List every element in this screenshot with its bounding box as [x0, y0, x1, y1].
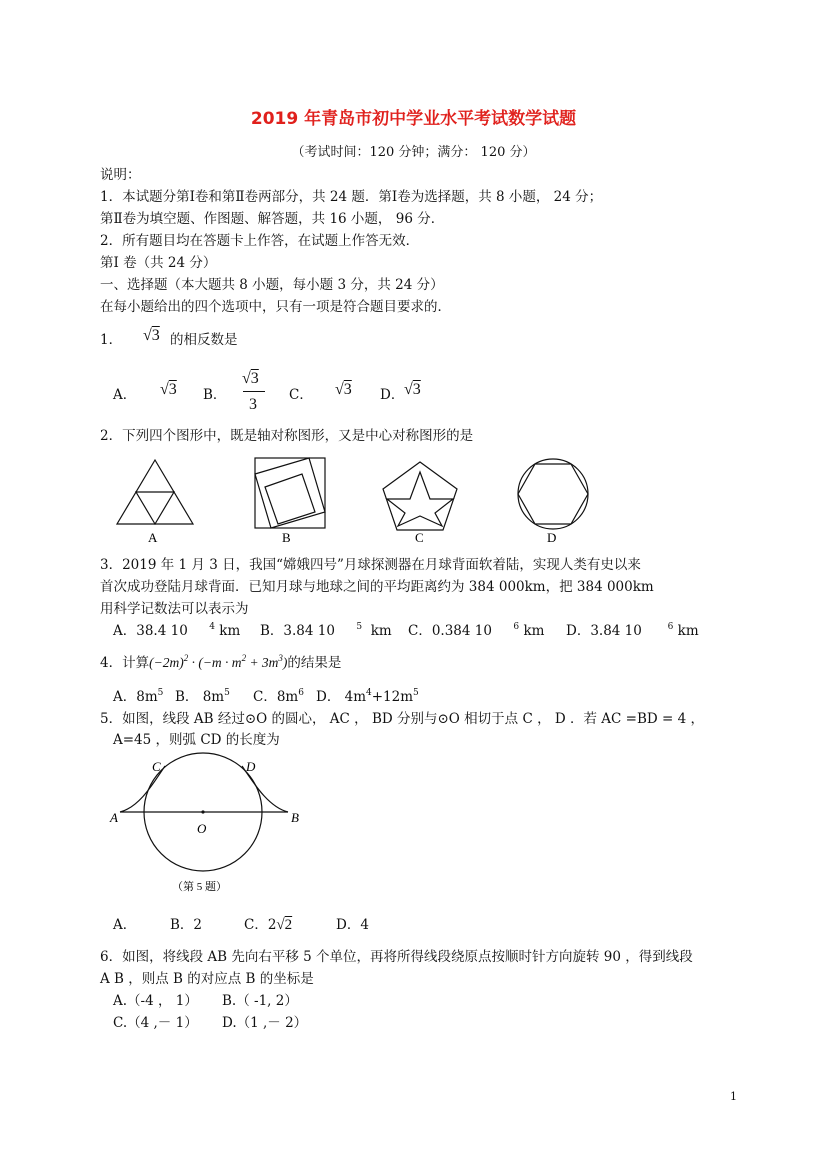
- q1-option-d-label: D．: [380, 387, 405, 403]
- instructions-line-1: 1．本试题分第Ⅰ卷和第Ⅱ卷两部分，共 24 题．第Ⅰ卷为选择题，共 8 小题， 24 分；: [100, 189, 603, 205]
- q3-option-c: C．0.384 10 $^6$ km: [408, 622, 545, 639]
- label-b: B: [291, 810, 299, 825]
- label-c: C: [152, 759, 161, 774]
- label-d: D: [246, 759, 256, 774]
- q1-option-b-numerator: √3: [242, 370, 259, 387]
- q1-option-c-label: C．: [289, 387, 313, 403]
- figure-d-hexagon-circle: [518, 459, 588, 529]
- q6-option-d: D.（1 ,－ 2）: [222, 1015, 308, 1031]
- figure-d-label: D: [547, 530, 557, 545]
- instructions-line-2: 第Ⅱ卷为填空题、作图题、解答题，共 16 小题， 96 分．: [100, 211, 445, 227]
- q5-option-b: B．2: [170, 917, 203, 933]
- q1-option-b-denominator: 3: [249, 396, 257, 413]
- exam-info: （考试时间：120 分钟；满分： 120 分）: [291, 145, 536, 160]
- q5-line-1: 5．如图，线段 AB 经过⊙O 的圆心， AC ， BD 分别与⊙O 相切于点 C ， D ．若 AC =BD = 4 ，: [100, 711, 704, 727]
- figure-caption: （第 5 题）: [172, 881, 227, 893]
- q3-option-d: D．3.84 10 $^6$ km: [566, 622, 699, 639]
- q6-line-1: 6．如图，将线段 AB 先向右平移 5 个单位，再将所得线段绕原点按顺时针方向旋转 90 ，得到线段: [100, 949, 693, 965]
- q1-option-b-label: B．: [203, 387, 227, 403]
- figure-c-star-pentagon: [383, 462, 457, 530]
- page-number: 1: [730, 1090, 737, 1103]
- q5-figure: [100, 752, 320, 897]
- q3-line-2: 首次成功登陆月球背面．已知月球与地球之间的平均距离约为 384 000km，把 384 000km: [100, 579, 654, 595]
- q1-number: 1．: [100, 332, 123, 348]
- q1-text: 的相反数是: [170, 332, 238, 348]
- center-point: [201, 810, 204, 813]
- q1-option-c-value: √3: [335, 381, 352, 398]
- q1-option-d-value: √3: [404, 381, 421, 398]
- q3-line-3: 用科学记数法可以表示为: [100, 601, 249, 617]
- q5-option-a: A．: [113, 917, 137, 933]
- figure-b-label: B: [282, 530, 291, 545]
- q4-option-d: D． $4m^4+12m^5$: [316, 688, 419, 705]
- q2-text: 2．下列四个图形中，既是轴对称图形，又是中心对称图形的是: [100, 428, 474, 444]
- q6-option-a: A.（-4 ， 1）: [113, 993, 198, 1009]
- figure-b-square: [255, 458, 325, 528]
- q5-option-d: D．4: [336, 917, 369, 933]
- q5-line-2: A=45 ，则弧 CD 的长度为: [113, 732, 280, 748]
- q1-option-a-label: A．: [113, 387, 137, 403]
- q4-text: 4．计算$(-2m)^2 \cdot (-m \cdot m^2 + 3m^3)$的结果是: [100, 653, 342, 671]
- instructions-heading: 说明：: [100, 167, 141, 183]
- q6-option-b: B.（ -1, 2）: [222, 993, 298, 1009]
- fraction-bar: [243, 391, 265, 392]
- section-note: 在每小题给出的四个选项中，只有一项是符合题目要求的．: [100, 299, 451, 315]
- q6-option-c: C.（4 ,－ 1）: [113, 1015, 198, 1031]
- q3-line-1: 3．2019 年 1 月 3 日，我国“嫦娥四号”月球探测器在月球背面软着陆，实现人类有史以来: [100, 557, 641, 573]
- q5-option-c: C．2√2: [244, 917, 293, 933]
- instructions-line-3: 2．所有题目均在答题卡上作答，在试题上作答无效．: [100, 233, 420, 249]
- q3-option-b: B．3.84 10 $^5$ km: [260, 622, 392, 639]
- figure-c-label: C: [415, 530, 424, 545]
- label-o: O: [197, 821, 207, 836]
- part1-heading: 第Ⅰ 卷（共 24 分）: [100, 255, 217, 271]
- q2-figures: [110, 452, 710, 547]
- q1-sqrt: √3: [143, 327, 160, 344]
- section-heading: 一、选择题（本大题共 8 小题，每小题 3 分，共 24 分）: [100, 277, 444, 293]
- q6-line-2: A B ，则点 B 的对应点 B 的坐标是: [100, 971, 314, 987]
- label-a: A: [110, 810, 118, 825]
- q1-option-a-value: √3: [160, 381, 177, 398]
- q3-option-a: A．38.4 10 $^4$ km: [113, 622, 241, 639]
- figure-a-triangle: [117, 460, 193, 524]
- figure-a-label: A: [148, 530, 158, 545]
- page-title: 2019 年青岛市初中学业水平考试数学试题: [250, 109, 577, 129]
- q4-option-c: C．$8m^6$: [253, 688, 304, 705]
- q4-option-b: B． $8m^5$: [175, 688, 230, 705]
- q4-option-a: A．$8m^5$: [113, 688, 164, 705]
